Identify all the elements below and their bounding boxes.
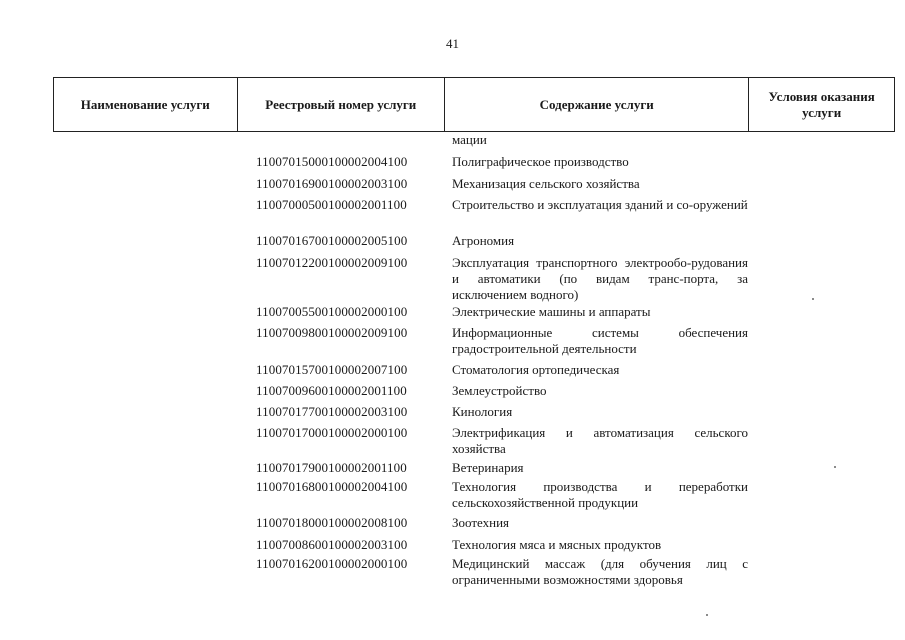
registry-number: 11007016700100002005100 xyxy=(256,233,408,248)
registry-number: 11007016800100002004100 xyxy=(256,479,408,494)
service-content: Информационные системы обеспечения градостроительной деятельности xyxy=(452,325,748,356)
registry-number: 11007005500100002000100 xyxy=(256,304,408,319)
header-registry-number: Реестровый номер услуги xyxy=(238,78,446,131)
header-service-name: Наименование услуги xyxy=(54,78,238,131)
registry-number: 11007009800100002009100 xyxy=(256,325,408,340)
registry-number: 11007008600100002003100 xyxy=(256,537,408,552)
page-number: 41 xyxy=(446,36,459,51)
header-service-content: Содержание услуги xyxy=(445,78,749,131)
registry-number: 11007018000100002008100 xyxy=(256,515,408,530)
service-content: Эксплуатация транспортного электрообо-рудования и автоматики (по видам транс-порта, за исключением водного) xyxy=(452,255,748,302)
registry-number: 11007000500100002001100 xyxy=(256,197,407,212)
service-content: Стоматология ортопедическая xyxy=(452,362,620,377)
registry-number: 11007015000100002004100 xyxy=(256,154,408,169)
registry-number: 11007017700100002003100 xyxy=(256,404,408,419)
registry-number: 11007012200100002009100 xyxy=(256,255,408,270)
table-header xyxy=(53,77,895,132)
service-content: Зоотехния xyxy=(452,515,510,530)
registry-number: 11007016900100002003100 xyxy=(256,176,408,191)
service-content: Технология мяса и мясных продуктов xyxy=(452,537,662,552)
registry-number: 11007017000100002000100 xyxy=(256,425,408,440)
header-service-conditions: Условия оказания услуги xyxy=(768,88,875,120)
service-content: Ветеринария xyxy=(452,460,524,475)
service-content: Механизация сельского хозяйства xyxy=(452,176,640,191)
service-content: Землеустройство xyxy=(452,383,547,398)
registry-number: 11007015700100002007100 xyxy=(256,362,408,377)
service-content: Электрические машины и аппараты xyxy=(452,304,651,319)
service-content: Электрификация и автоматизация сельского хозяйства xyxy=(452,425,748,456)
scan-speck xyxy=(706,614,708,616)
continuation-text: мации xyxy=(452,132,487,147)
service-content: Медицинский массаж (для обучения лиц с ограниченными возможностями здоровья xyxy=(452,556,748,587)
service-content: Технология производства и переработки сельскохозяйственной продукции xyxy=(452,479,748,510)
service-content: Агрономия xyxy=(452,233,515,248)
service-content: Полиграфическое производство xyxy=(452,154,629,169)
registry-number: 11007009600100002001100 xyxy=(256,383,407,398)
registry-number: 11007017900100002001100 xyxy=(256,460,407,475)
service-content: Кинология xyxy=(452,404,513,419)
registry-number: 11007016200100002000100 xyxy=(256,556,408,571)
scan-speck xyxy=(812,298,814,300)
service-content: Строительство и эксплуатация зданий и со-оружений xyxy=(452,197,748,212)
scan-speck xyxy=(834,466,836,468)
